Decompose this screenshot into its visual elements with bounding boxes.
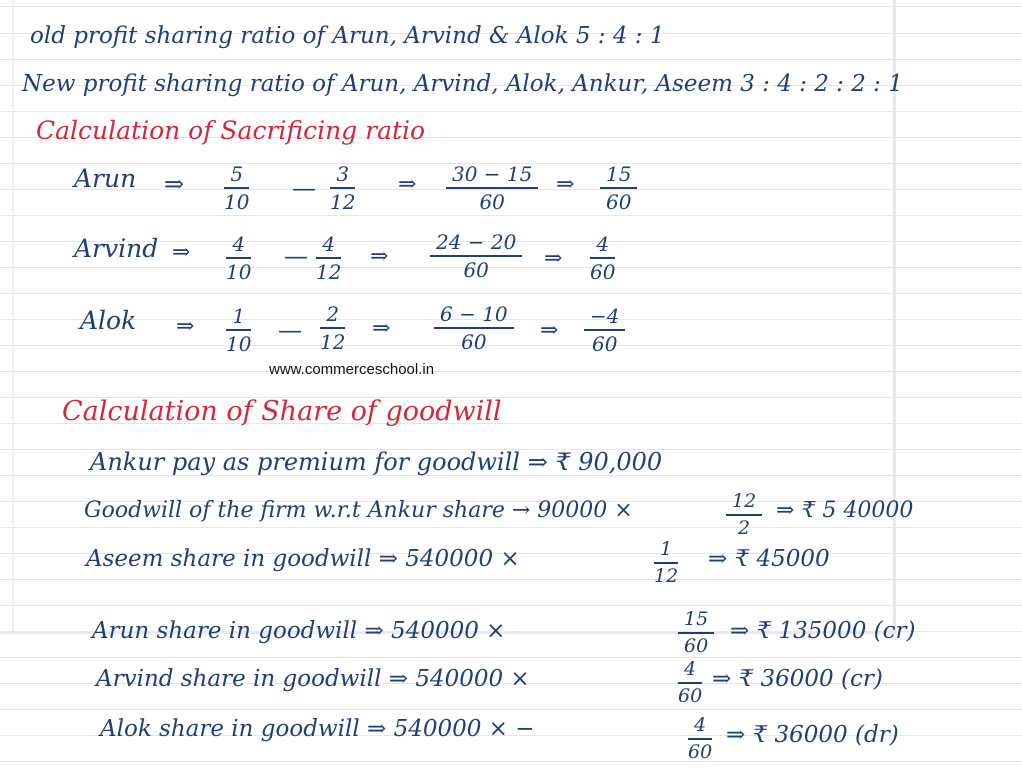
implies-arrow-icon: ⇒ [544, 246, 563, 271]
implies-arrow-icon: ⇒ [176, 314, 195, 339]
arvind-share-fraction: 4 60 [678, 658, 703, 707]
implies-arrow-icon: ⇒ [172, 240, 191, 265]
implies-arrow-icon: ⇒ [556, 172, 575, 197]
aseem-share-line: Aseem share in goodwill ⇒ 540000 × [86, 546, 520, 572]
implies-arrow-icon: ⇒ [164, 170, 185, 198]
page-left-margin [12, 0, 14, 633]
old-share-fraction: 1 10 [226, 304, 252, 356]
partner-name: Alok [80, 306, 137, 335]
old-share-fraction: 5 10 [224, 162, 250, 214]
implies-arrow-icon: ⇒ [398, 172, 417, 197]
old-share-fraction: 4 10 [226, 232, 252, 284]
new-share-fraction: 2 12 [320, 302, 346, 354]
new-ratio-line: New profit sharing ratio of Arun, Arvind, Alok, Ankur, Aseem 3 : 4 : 2 : 2 : 1 [22, 71, 903, 97]
arvind-share-line: Arvind share in goodwill ⇒ 540000 × [96, 666, 530, 692]
aseem-share-fraction: 1 12 [654, 538, 679, 587]
partner-name: Arun [74, 164, 137, 193]
sacrifice-result-fraction: 15 60 [600, 164, 637, 212]
minus-sign: — [284, 242, 308, 270]
alok-share-line: Alok share in goodwill ⇒ 540000 × − [100, 716, 535, 742]
implies-arrow-icon: ⇒ [540, 318, 559, 343]
alok-share-result: ⇒ ₹ 36000 (dr) [726, 722, 899, 748]
implies-arrow-icon: ⇒ [370, 244, 389, 269]
difference-fraction: 6 − 10 60 [434, 304, 514, 352]
arvind-share-result: ⇒ ₹ 36000 (cr) [712, 666, 883, 692]
sacrificing-heading: Calculation of Sacrificing ratio [36, 116, 426, 145]
alok-share-fraction: 4 60 [688, 714, 713, 763]
new-share-fraction: 3 12 [330, 162, 356, 214]
partner-name: Arvind [74, 234, 159, 263]
arun-share-fraction: 15 60 [678, 610, 714, 656]
firm-goodwill-fraction: 12 2 [726, 492, 762, 538]
goodwill-heading: Calculation of Share of goodwill [62, 396, 502, 427]
ankur-premium-line: Ankur pay as premium for goodwill ⇒ ₹ 90,000 [90, 448, 663, 476]
minus-sign: — [278, 316, 302, 344]
arun-share-line: Arun share in goodwill ⇒ 540000 × [92, 618, 506, 644]
implies-arrow-icon: ⇒ [372, 316, 391, 341]
new-share-fraction: 4 12 [316, 232, 342, 284]
website-watermark: www.commerceschool.in [269, 361, 435, 378]
firm-goodwill-result: ⇒ ₹ 5 40000 [776, 498, 914, 523]
sacrifice-result-fraction: −4 60 [584, 306, 625, 354]
sacrifice-result-fraction: 4 60 [590, 232, 616, 284]
minus-sign: — [292, 174, 316, 202]
difference-fraction: 30 − 15 60 [446, 164, 538, 212]
old-ratio-line: old profit sharing ratio of Arun, Arvind & Alok 5 : 4 : 1 [30, 23, 665, 49]
difference-fraction: 24 − 20 60 [430, 232, 522, 280]
arun-share-result: ⇒ ₹ 135000 (cr) [730, 618, 916, 644]
aseem-share-result: ⇒ ₹ 45000 [708, 546, 830, 572]
firm-goodwill-line: Goodwill of the firm w.r.t Ankur share → 90000 × [84, 498, 633, 523]
